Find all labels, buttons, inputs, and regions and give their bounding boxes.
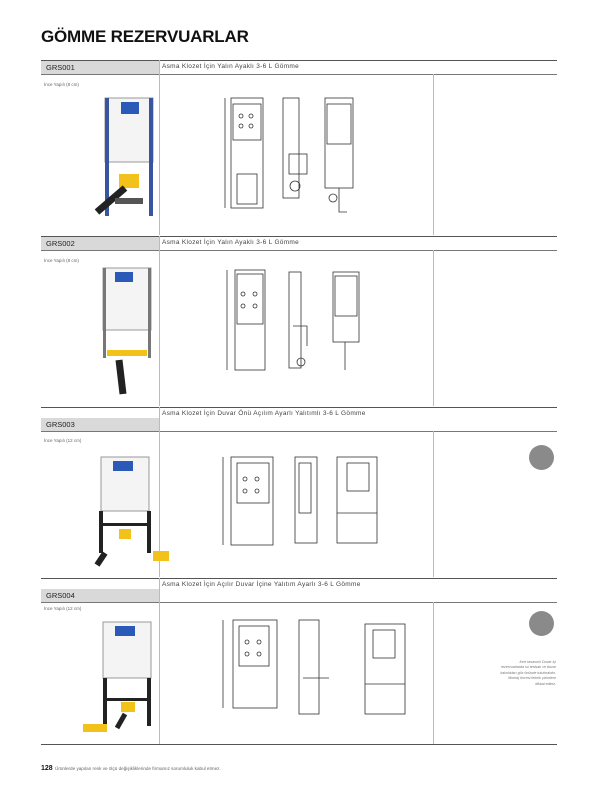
page-number: 128 — [41, 765, 53, 772]
technical-drawing — [217, 453, 397, 563]
divider — [41, 250, 557, 251]
product-photo — [89, 94, 169, 219]
column-divider — [433, 431, 434, 577]
volume-label: İnce Yapılı (12 cm) — [44, 606, 82, 611]
divider — [41, 74, 557, 75]
product-code: GRS002 — [41, 237, 159, 251]
product-header — [41, 60, 557, 75]
product-header — [41, 407, 557, 429]
divider — [41, 602, 557, 603]
footer-text: Ürünlerde yapılan renk ve ölçü değişikliklerinde firmamız sorumluluk kabul etmez. — [55, 766, 221, 771]
product-description: Asma Klozet İçin Yalın Ayaklı 3-6 L Gömme — [162, 63, 300, 70]
column-divider — [433, 602, 434, 744]
product-description: Asma Klozet İçin Yalın Ayaklı 3-6 L Gömme — [162, 239, 300, 246]
column-divider — [433, 250, 434, 406]
product-photo — [81, 618, 171, 736]
volume-label: İnce Yapılı (8 cm) — [44, 82, 79, 87]
technical-drawing — [217, 618, 407, 726]
product-code: GRS001 — [41, 61, 159, 75]
product-photo — [91, 453, 171, 571]
product-header — [41, 578, 557, 600]
product-code: GRS004 — [41, 589, 159, 603]
technical-drawing — [221, 266, 391, 394]
product-section-4 — [41, 578, 557, 744]
side-note: İnce tasarımlı Duvar içi rezervuarlarda su tesisatı ve duvar kalınlıkları göz önünde tutulmalıdır. Montaj öncesi teknik çizimlere dikkat ediniz. — [500, 660, 556, 686]
product-description: Asma Klozet İçin Açılır Duvar İçine Yalıtım Ayarlı 3-6 L Gömme — [162, 581, 361, 588]
wall-mount-badge-icon — [529, 611, 554, 636]
product-code: GRS003 — [41, 418, 159, 432]
product-section-1 — [41, 60, 557, 235]
page-title: GÖMME REZERVUARLAR — [41, 27, 249, 46]
product-header — [41, 236, 557, 251]
product-description: Asma Klozet İçin Duvar Önü Açılım Ayarlı Yalıtımlı 3-6 L Gömme — [162, 410, 366, 417]
volume-label: İnce Yapılı (12 cm) — [44, 438, 82, 443]
technical-drawing — [221, 94, 391, 222]
product-photo — [93, 266, 163, 400]
volume-label: İnce Yapılı (8 cm) — [44, 258, 79, 263]
product-section-2 — [41, 236, 557, 406]
column-divider — [433, 74, 434, 235]
divider — [41, 431, 557, 432]
footer-divider — [41, 744, 557, 745]
product-section-3 — [41, 407, 557, 577]
wall-mount-badge-icon — [529, 445, 554, 470]
